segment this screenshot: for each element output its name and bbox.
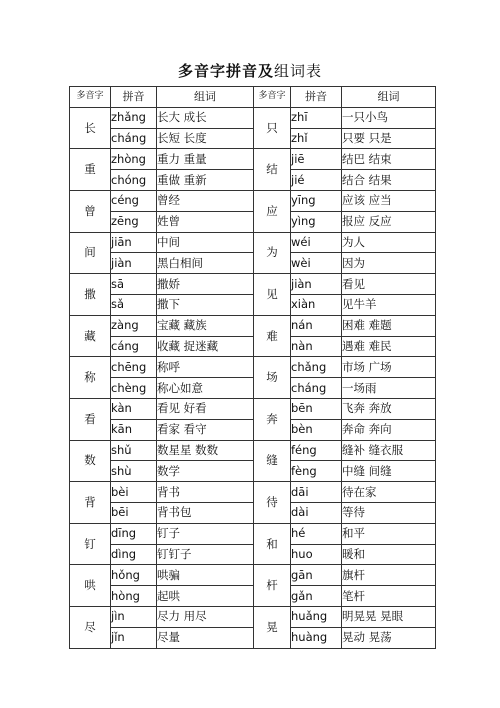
polyphone-char: 缝: [254, 440, 291, 482]
pinyin-cell: sǎ: [111, 294, 157, 315]
words-cell: 报应 反应: [342, 211, 436, 232]
table-row: [70, 170, 436, 191]
pinyin-cell: gǎn: [291, 586, 342, 607]
pinyin-cell: bēn: [291, 398, 342, 419]
words-cell: 困难 难题: [342, 315, 436, 336]
words-cell: 结合 结果: [342, 170, 436, 191]
words-cell: 黑白相间: [157, 253, 254, 274]
pinyin-cell: bèn: [291, 419, 342, 440]
words-cell: 市场 广场: [342, 357, 436, 378]
words-cell: 遇难 难民: [342, 336, 436, 357]
pinyin-cell: hǒng: [111, 565, 157, 586]
words-cell: 姓曾: [157, 211, 254, 232]
table-row: [70, 211, 436, 232]
pinyin-cell: cáng: [111, 336, 157, 357]
polyphone-char: 尽: [70, 606, 111, 648]
table-row: [70, 232, 436, 253]
pinyin-cell: jiàn: [291, 274, 342, 295]
polyphone-char: 背: [70, 482, 111, 524]
pinyin-cell: jìn: [111, 606, 157, 627]
table-row: [70, 398, 436, 419]
polyphone-char: 撒: [70, 274, 111, 316]
pinyin-cell: xiàn: [291, 294, 342, 315]
polyphone-char: 曾: [70, 190, 111, 232]
pinyin-cell: wéi: [291, 232, 342, 253]
pinyin-cell: chóng: [111, 170, 157, 191]
pinyin-cell: bēi: [111, 502, 157, 523]
pinyin-cell: chǎng: [291, 357, 342, 378]
polyphone-char: 奔: [254, 398, 291, 440]
pinyin-cell: zhǎng: [111, 107, 157, 128]
words-cell: 奔命 奔向: [342, 419, 436, 440]
polyphone-char: 杆: [254, 565, 291, 607]
pinyin-cell: zēng: [111, 211, 157, 232]
words-cell: 背书包: [157, 502, 254, 523]
words-cell: 看见: [342, 274, 436, 295]
words-cell: 中间: [157, 232, 254, 253]
pinyin-cell: chèng: [111, 378, 157, 399]
words-cell: 重做 重新: [157, 170, 254, 191]
words-cell: 暖和: [342, 544, 436, 565]
table-row: [70, 523, 436, 544]
polyphone-char: 场: [254, 357, 291, 399]
table-row: [70, 627, 436, 648]
polyphone-char: 长: [70, 107, 111, 149]
words-cell: 因为: [342, 253, 436, 274]
polyphone-char: 待: [254, 482, 291, 524]
polyphone-char: 难: [254, 315, 291, 357]
table-row: [70, 461, 436, 482]
pinyin-cell: féng: [291, 440, 342, 461]
pinyin-cell: hé: [291, 523, 342, 544]
pinyin-cell: fèng: [291, 461, 342, 482]
words-cell: 旗杆: [342, 565, 436, 586]
polyphone-char: 应: [254, 190, 291, 232]
table-row: [70, 190, 436, 211]
pinyin-cell: zhòng: [111, 149, 157, 170]
pinyin-cell: wèi: [291, 253, 342, 274]
words-cell: 重力 重量: [157, 149, 254, 170]
header-words-left: 组词: [157, 87, 254, 108]
table-row: [70, 274, 436, 295]
table-row: [70, 419, 436, 440]
pinyin-cell: huǎng: [291, 606, 342, 627]
pinyin-cell: jié: [291, 170, 342, 191]
words-cell: 称呼: [157, 357, 254, 378]
words-cell: 宝藏 藏族: [157, 315, 254, 336]
words-cell: 等待: [342, 502, 436, 523]
pinyin-cell: zàng: [111, 315, 157, 336]
table-row: [70, 128, 436, 149]
words-cell: 长大 成长: [157, 107, 254, 128]
words-cell: 为人: [342, 232, 436, 253]
pinyin-cell: gān: [291, 565, 342, 586]
table-row: [70, 107, 436, 128]
table-row: [70, 315, 436, 336]
header-pinyin-left: 拼音: [111, 87, 157, 108]
table-row: [70, 544, 436, 565]
header-char-right: 多音字: [254, 87, 291, 108]
pinyin-cell: dài: [291, 502, 342, 523]
table-row: [70, 294, 436, 315]
table-row: [70, 502, 436, 523]
words-cell: 晃动 晃荡: [342, 627, 436, 648]
pinyin-cell: shǔ: [111, 440, 157, 461]
words-cell: 撒娇: [157, 274, 254, 295]
header-row: [70, 87, 436, 108]
words-cell: 看家 看守: [157, 419, 254, 440]
table-row: [70, 336, 436, 357]
polyphone-char: 为: [254, 232, 291, 274]
polyphone-char: 结: [254, 149, 291, 191]
pinyin-cell: shù: [111, 461, 157, 482]
pinyin-cell: kān: [111, 419, 157, 440]
words-cell: 结巴 结束: [342, 149, 436, 170]
words-cell: 钉钉子: [157, 544, 254, 565]
pinyin-cell: bèi: [111, 482, 157, 503]
header-char-left: 多音字: [70, 87, 111, 108]
polyphone-char: 称: [70, 357, 111, 399]
pinyin-cell: nán: [291, 315, 342, 336]
words-cell: 一场雨: [342, 378, 436, 399]
pinyin-cell: jiē: [291, 149, 342, 170]
words-cell: 曾经: [157, 190, 254, 211]
table-row: [70, 253, 436, 274]
words-cell: 应该 应当: [342, 190, 436, 211]
words-cell: 飞奔 奔放: [342, 398, 436, 419]
polyphone-char: 钉: [70, 523, 111, 565]
words-cell: 数学: [157, 461, 254, 482]
words-cell: 哄骗: [157, 565, 254, 586]
table-row: [70, 378, 436, 399]
words-cell: 只要 只是: [342, 128, 436, 149]
words-cell: 看见 好看: [157, 398, 254, 419]
words-cell: 背书: [157, 482, 254, 503]
table-row: [70, 586, 436, 607]
words-cell: 见牛羊: [342, 294, 436, 315]
words-cell: 长短 长度: [157, 128, 254, 149]
pinyin-cell: huàng: [291, 627, 342, 648]
title-main: 多音字拼音及: [177, 62, 274, 80]
table-row: [70, 357, 436, 378]
pinyin-cell: zhī: [291, 107, 342, 128]
words-cell: 中缝 间缝: [342, 461, 436, 482]
words-cell: 数星星 数数: [157, 440, 254, 461]
table-row: [70, 149, 436, 170]
pinyin-cell: zhǐ: [291, 128, 342, 149]
polyphone-char: 见: [254, 274, 291, 316]
pinyin-cell: cháng: [291, 378, 342, 399]
words-cell: 待在家: [342, 482, 436, 503]
polyphone-char: 数: [70, 440, 111, 482]
polyphone-char: 看: [70, 398, 111, 440]
page-title: [0, 60, 500, 81]
pinyin-cell: dīng: [111, 523, 157, 544]
table-row: [70, 606, 436, 627]
words-cell: 撒下: [157, 294, 254, 315]
pinyin-cell: dāi: [291, 482, 342, 503]
words-cell: 缝补 缝衣服: [342, 440, 436, 461]
pinyin-cell: yìng: [291, 211, 342, 232]
words-cell: 钉子: [157, 523, 254, 544]
pinyin-cell: nàn: [291, 336, 342, 357]
words-cell: 尽力 用尽: [157, 606, 254, 627]
polyphone-char: 和: [254, 523, 291, 565]
table-body: [70, 107, 436, 648]
pinyin-cell: kàn: [111, 398, 157, 419]
polyphone-char: 间: [70, 232, 111, 274]
polyphone-char: 只: [254, 107, 291, 149]
polyphone-char: 重: [70, 149, 111, 191]
pinyin-cell: dìng: [111, 544, 157, 565]
words-cell: 起哄: [157, 586, 254, 607]
polyphone-table: [69, 86, 436, 649]
words-cell: 笔杆: [342, 586, 436, 607]
pinyin-cell: hòng: [111, 586, 157, 607]
title-sub: 组词表: [274, 62, 323, 80]
pinyin-cell: jǐn: [111, 627, 157, 648]
words-cell: 称心如意: [157, 378, 254, 399]
header-pinyin-right: 拼音: [291, 87, 342, 108]
polyphone-char: 藏: [70, 315, 111, 357]
words-cell: 明晃晃 晃眼: [342, 606, 436, 627]
table-row: [70, 440, 436, 461]
pinyin-cell: sā: [111, 274, 157, 295]
pinyin-cell: céng: [111, 190, 157, 211]
pinyin-cell: cháng: [111, 128, 157, 149]
pinyin-cell: huo: [291, 544, 342, 565]
pinyin-cell: yīng: [291, 190, 342, 211]
table-row: [70, 565, 436, 586]
table-row: [70, 482, 436, 503]
header-words-right: 组词: [342, 87, 436, 108]
pinyin-cell: jiān: [111, 232, 157, 253]
pinyin-cell: jiàn: [111, 253, 157, 274]
words-cell: 一只小鸟: [342, 107, 436, 128]
words-cell: 和平: [342, 523, 436, 544]
pinyin-cell: chēng: [111, 357, 157, 378]
polyphone-char: 哄: [70, 565, 111, 607]
polyphone-char: 晃: [254, 606, 291, 648]
words-cell: 尽量: [157, 627, 254, 648]
words-cell: 收藏 捉迷藏: [157, 336, 254, 357]
